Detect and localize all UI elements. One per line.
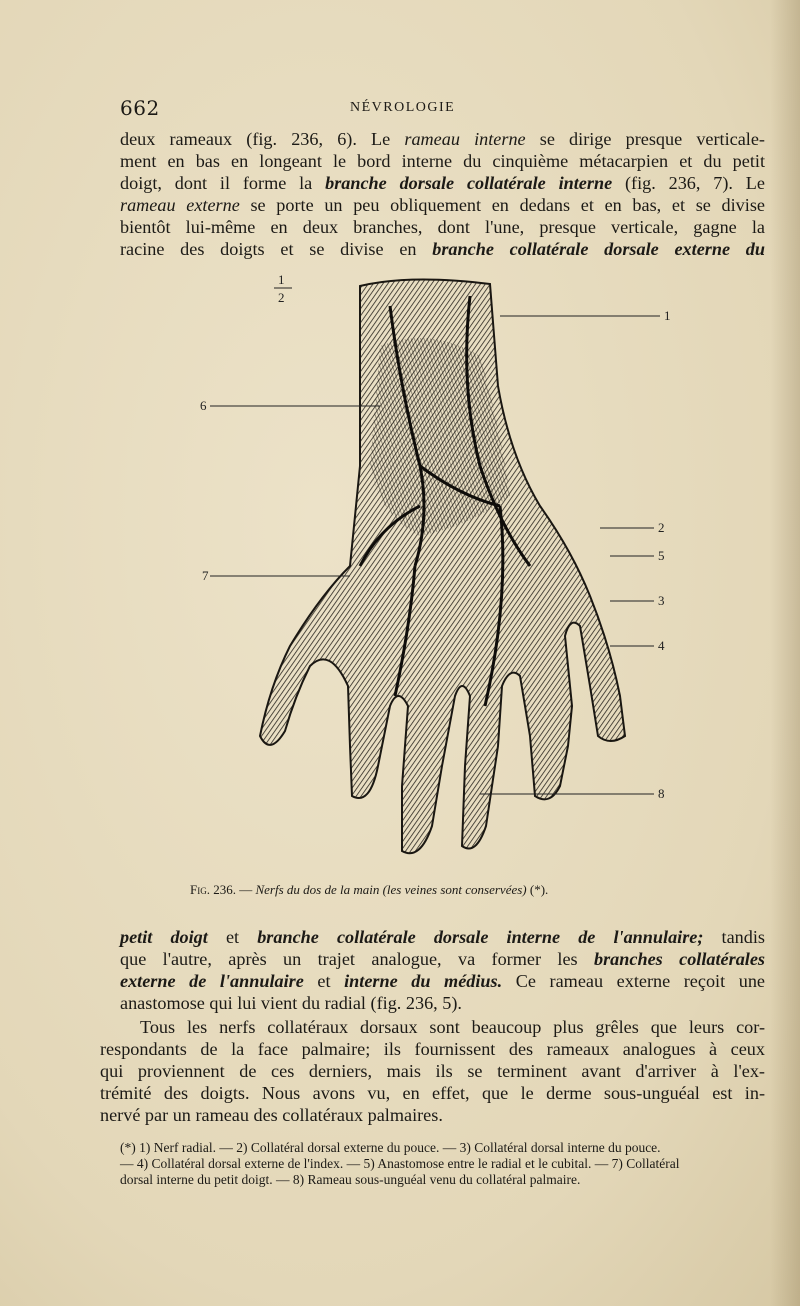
figure-label-4: 4 — [658, 638, 665, 653]
text-line — [120, 194, 765, 216]
footnote-line: — 4) Collatéral dorsal externe de l'index. — 5) Anastomose entre le radial et le cubital. — 7) Collatéral — [120, 1156, 680, 1171]
text-run: deux rameaux (fig. 236, 6). Le — [120, 129, 405, 149]
figure-label-3: 3 — [658, 593, 665, 608]
text-run: que l'autre, après un trajet analogue, va former les — [120, 949, 595, 969]
caption-title: Nerfs du dos de la main (les veines sont conservées) — [255, 882, 527, 897]
paragraph-top — [120, 128, 765, 260]
page-number: 662 — [120, 96, 160, 120]
footnote — [120, 1140, 765, 1188]
text-run: et — [207, 927, 258, 947]
text-line: bientôt lui-même en deux branches, dont l'une, presque verticale, gagne la — [120, 217, 765, 237]
italic-term: branches collatérales — [594, 949, 765, 969]
text-line — [120, 926, 765, 948]
italic-term: rameau interne — [404, 129, 526, 149]
footnote-line: dorsal interne du petit doigt. — 8) Rameau sous-unguéal venu du collatéral palmaire. — [120, 1172, 581, 1187]
italic-term: externe de l'annulaire — [120, 971, 304, 991]
italic-term: branche collatérale dorsale interne de l'annulaire; — [257, 927, 704, 947]
text-run: et — [303, 971, 345, 991]
page-header — [120, 96, 760, 122]
figure-caption — [190, 882, 750, 898]
text-line — [120, 948, 765, 970]
figure-label-8: 8 — [658, 786, 665, 801]
text-run: se dirige presque verticale- — [525, 129, 765, 149]
text-line: qui proviennent de ces derniers, mais ils se terminent avant d'arriver à l'ex- — [100, 1061, 765, 1081]
figure-label-half-num: 1 — [278, 272, 285, 287]
text-run: tandis — [703, 927, 765, 947]
text-line: Tous les nerfs collatéraux dorsaux sont beaucoup plus grêles que leurs cor- — [140, 1017, 765, 1037]
caption-dash: — — [235, 882, 256, 897]
text-run: Ce rameau externe reçoit une — [502, 971, 765, 991]
text-run: doigt, dont il forme la — [120, 173, 326, 193]
figure-label-5: 5 — [658, 548, 665, 563]
text-line — [120, 238, 765, 260]
text-line: anastomose qui lui vient du radial (fig. 236, 5). — [120, 993, 462, 1013]
figure-label-1: 1 — [664, 308, 671, 323]
running-head: NÉVROLOGIE — [350, 100, 456, 115]
hand-illustration — [180, 266, 680, 876]
italic-term: branche dorsale collatérale interne — [325, 173, 613, 193]
caption-number: Fig. 236. — [190, 882, 236, 897]
italic-term: petit doigt — [120, 927, 208, 947]
figure-label-half-den: 2 — [278, 290, 285, 305]
italic-term: branche collatérale dorsale externe du — [432, 239, 765, 259]
figure-label-7: 7 — [202, 568, 209, 583]
text-line: trémité des doigts. Nous avons vu, en effet, que le derme sous-unguéal est in- — [100, 1083, 765, 1103]
footnote-line: (*) 1) Nerf radial. — 2) Collatéral dorsal externe du pouce. — 3) Collatéral dorsal interne du pouce. — [120, 1140, 661, 1155]
italic-term: rameau externe — [120, 195, 240, 215]
text-line — [120, 970, 765, 992]
text-line — [120, 172, 765, 194]
text-line: respondants de la face palmaire; ils fournissent des rameaux analogues à ceux — [100, 1039, 765, 1059]
page-edge-shadow — [770, 0, 800, 1306]
figure-label-2: 2 — [658, 520, 665, 535]
text-line: nervé par un rameau des collatéraux palmaires. — [100, 1105, 443, 1125]
paragraph-dorsal-nerves — [100, 1016, 765, 1126]
paragraph-continuation — [120, 926, 765, 1014]
italic-term: interne du médius. — [344, 971, 503, 991]
text-run: se porte un peu obliquement en dedans et en bas, et se divise — [239, 195, 765, 215]
figure-label-6: 6 — [200, 398, 207, 413]
hand-engraving — [180, 266, 680, 876]
text-run: (fig. 236, 7). Le — [612, 173, 765, 193]
text-line — [120, 128, 765, 150]
caption-ref: (*). — [526, 882, 549, 897]
text-run: racine des doigts et se divise en — [120, 239, 433, 259]
text-line: ment en bas en longeant le bord interne du cinquième métacarpien et du petit — [120, 151, 765, 171]
